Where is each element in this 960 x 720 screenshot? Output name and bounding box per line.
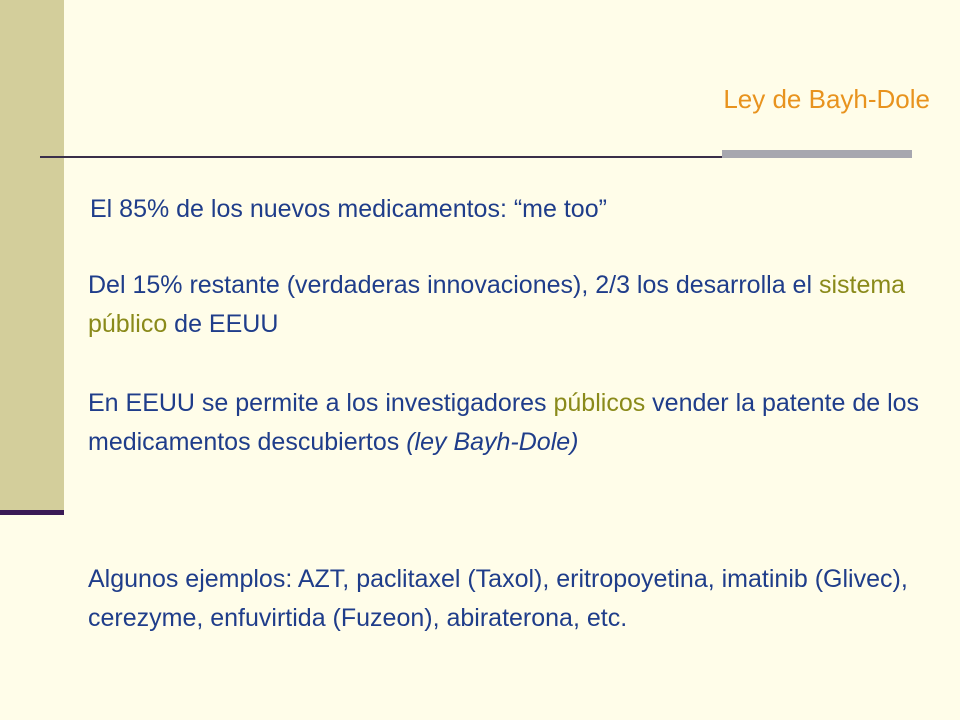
slide-title: Ley de Bayh-Dole <box>723 84 930 114</box>
highlight-public-system: sistema público <box>88 271 906 338</box>
title-divider-accent <box>722 150 912 158</box>
sidebar-decoration <box>0 0 64 512</box>
law-name: (ley Bayh-Dole) <box>406 428 579 456</box>
point-examples: Algunos ejemplos: AZT, paclitaxel (Taxol), eritropoyetina, imatinib (Glivec), cerezyme, enfuvirtida (Fuzeon), abiraterona, etc. <box>88 565 908 632</box>
point-innovations-end: de EEUU <box>167 310 279 338</box>
sidebar-underline <box>0 510 64 515</box>
highlight-public: públicos <box>553 389 646 417</box>
point-bayh-dole-text: En EEUU se permite a los investigadores <box>88 389 554 417</box>
point-bayh-dole-middle: vender la patente de los medicamentos descubiertos <box>88 389 920 456</box>
point-innovations-text: Del 15% restante (verdaderas innovaciones), 2/3 los desarrolla el <box>88 271 819 299</box>
point-bayh-dole <box>88 384 948 462</box>
point-me-too: El 85% de los nuevos medicamentos: “me too” <box>90 195 607 223</box>
point-innovations <box>88 266 948 344</box>
